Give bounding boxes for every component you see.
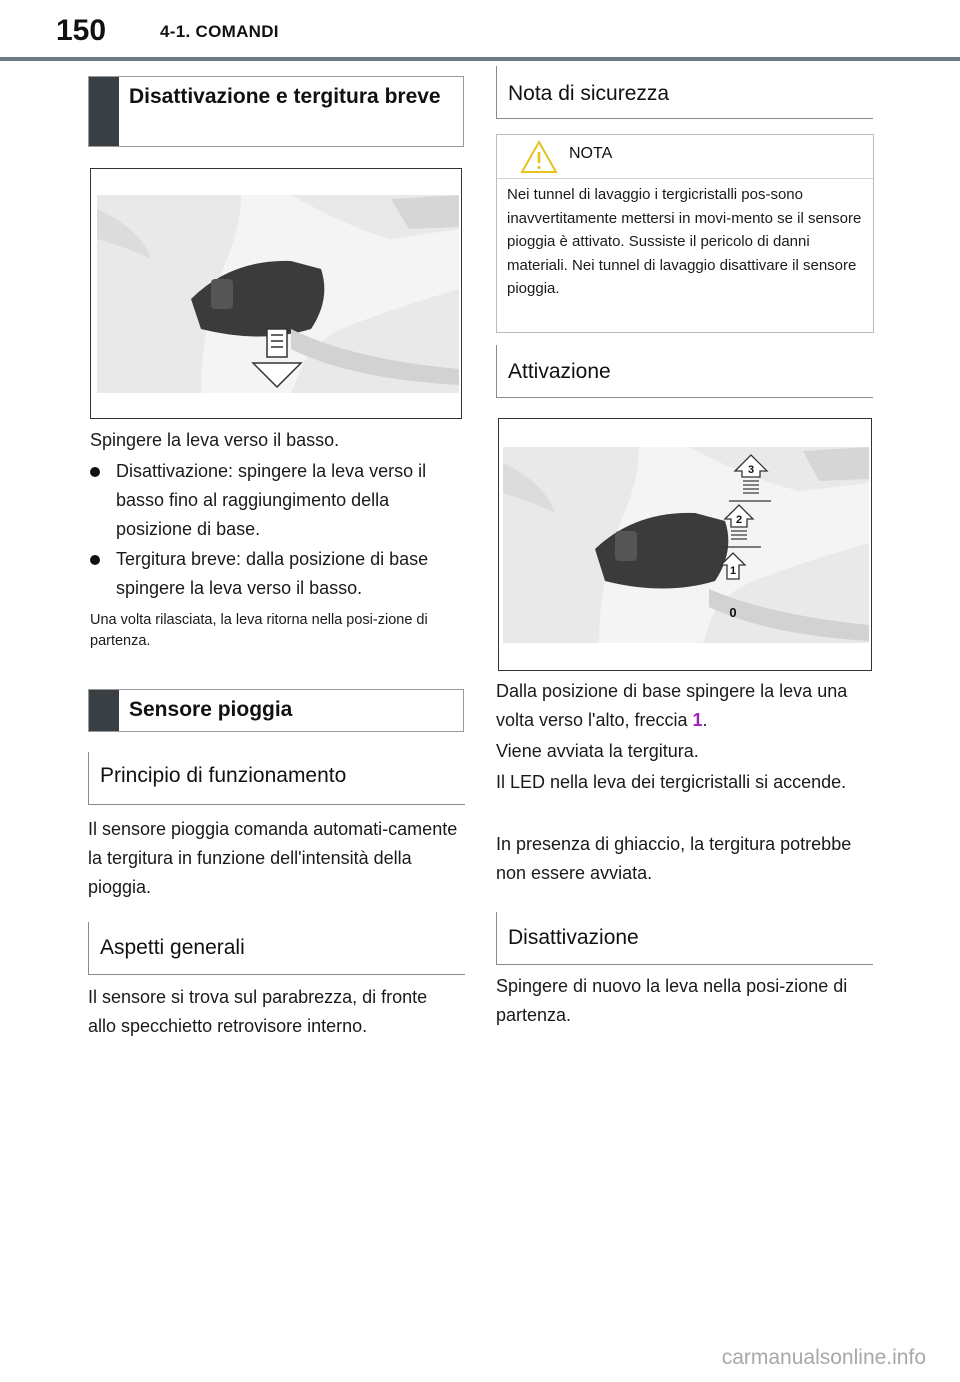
section-title: Disattivazione e tergitura breve [129,85,441,108]
subheading-title: Disattivazione [508,926,639,949]
subheading-principle [88,752,465,805]
page-number: 150 [56,14,107,47]
paragraph: Viene avviata la tergitura. [496,741,699,761]
bullet-icon [90,467,100,477]
subheading-title: Attivazione [508,360,611,383]
paragraph: Spingere di nuovo la leva nella posi-zione di partenza. [496,976,848,1025]
subheading-safety [496,66,873,119]
small-note: Una volta rilasciata, la leva ritorna nella posi-zione di partenza. [90,612,428,649]
paragraph: In presenza di ghiaccio, la tergitura potrebbe non essere avviata. [496,834,852,883]
paragraph: Il sensore si trova sul parabrezza, di fronte allo specchietto retrovisore interno. [88,987,428,1036]
subheading-general [88,922,465,975]
subheading-title: Aspetti generali [100,936,245,959]
paragraph: Spingere la leva verso il basso. [90,430,340,450]
paragraph: Il LED nella leva dei tergicristalli si accende. [496,772,847,792]
paragraph-text-end: . [702,710,708,730]
paragraph: Il sensore pioggia comanda automati-camente la tergitura in funzione dell'intensità della pioggia. [88,819,458,897]
position-label-1: 1 [729,565,737,577]
section-bar [89,77,119,146]
subheading-title: Nota di sicurezza [508,82,670,105]
lever-down-illustration [90,168,462,419]
note-text: Nei tunnel di lavaggio i tergicristalli pos-sono inavvertitamente mettersi in movi-mento se il sensore pioggia è attivato. Sussiste il pericolo di danni materiali. Nei tunnel di lavaggio disattivare il sensore pioggia. [507,186,862,297]
section-heading-rain-sensor [88,689,464,732]
note-box [496,134,874,333]
subheading-activation [496,345,873,398]
list-item-text: Disattivazione: spingere la leva verso il basso fino al raggiungimento della posizione di base. [116,461,427,539]
warning-icon [519,139,559,175]
bullet-icon [90,555,100,565]
note-label: NOTA [569,145,613,162]
note-header [497,135,873,179]
section-heading-wipe [88,76,464,147]
position-label-3: 3 [747,464,755,476]
list-item-text: Tergitura breve: dalla posizione di base spingere la leva verso il basso. [116,549,429,598]
position-label-0: 0 [729,605,737,620]
chapter-title: 4-1. COMANDI [160,22,279,41]
watermark: carmanualsonline.info [721,1346,926,1369]
lever-up-illustration [498,418,872,671]
callout-number: 1 [692,710,703,730]
lever-up-image [499,419,871,670]
header-rule [0,57,960,61]
position-label-2: 2 [735,514,743,526]
section-bar [89,690,119,731]
lever-down-image [91,169,461,418]
paragraph-text: Dalla posizione di base spingere la leva una volta verso l'alto, freccia [496,681,848,730]
subheading-title: Principio di funzionamento [100,764,347,787]
section-title: Sensore pioggia [129,698,293,721]
list-item [90,457,464,547]
paragraph [496,677,870,735]
list-item [90,545,464,605]
subheading-deactivation [496,912,873,965]
